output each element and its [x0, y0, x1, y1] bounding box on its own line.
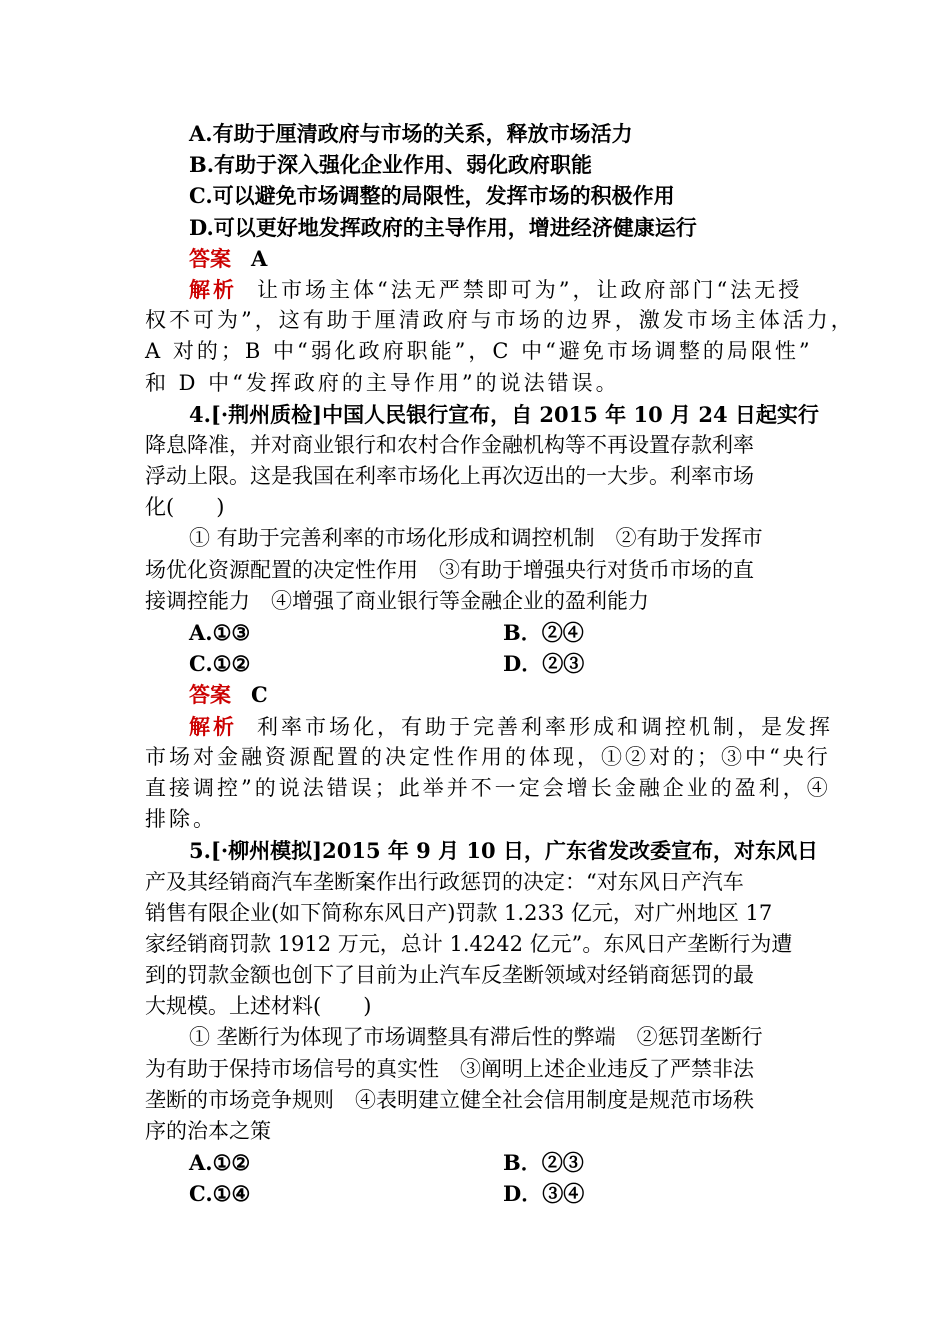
q4-stem-text: 4.[·荆州质检]中国人民银行宣布，自 2015 年 10 月 24 日起实行: [189, 401, 819, 427]
q4-stem-line-3: 浮动上限。这是我国在利率市场化上再次迈出的一大步。利率市场: [145, 464, 754, 489]
q4-analysis-line-1: [145, 711, 833, 742]
q5-choice-b: B．②③: [503, 1150, 584, 1176]
answer-label: 答案: [189, 682, 231, 708]
analysis-text: 让市场主体“法无严禁即可为”，让政府部门“法无授: [257, 277, 803, 302]
q3-analysis-line-2: 权不可为”，这有助于厘清政府与市场的边界，激发市场主体活力，: [145, 308, 855, 333]
q4-items-line-3: 接调控能力 ④增强了商业银行等金融企业的盈利能力: [145, 588, 649, 613]
q5-choices-row-1: [145, 1147, 817, 1178]
q5-stem-line-2: 产及其经销商汽车垄断案作出行政惩罚的决定：“对东风日产汽车: [145, 869, 744, 894]
q4-choice-c: C.①②: [189, 651, 251, 677]
answer-label: 答案: [189, 245, 231, 271]
q5-stem-line-5: 到的罚款金额也创下了目前为止汽车反垄断领域对经销商惩罚的最: [145, 963, 754, 988]
q4-analysis-line-4: 排除。: [145, 807, 217, 832]
q4-stem-line-2: 降息降准，并对商业银行和农村合作金融机构等不再设置存款利率: [145, 432, 754, 457]
q5-items-line-3: 垄断的市场竞争规则 ④表明建立健全社会信用制度是规范市场秩: [145, 1087, 754, 1112]
analysis-label: 解析: [189, 713, 237, 739]
q4-items-line-2: 场优化资源配置的决定性作用 ③有助于增强央行对货币市场的直: [145, 557, 754, 582]
q5-choice-c: C.①④: [189, 1181, 251, 1207]
q5-items-line-4: 序的治本之策: [145, 1119, 271, 1143]
q3-option-a: A.有助于厘清政府与市场的关系，释放市场活力: [189, 121, 633, 146]
q4-choices-row-1: [145, 617, 817, 648]
q4-choice-d: D．②③: [503, 651, 585, 677]
q5-items-line-2: 为有助于保持市场信号的真实性 ③阐明上述企业违反了严禁非法: [145, 1056, 754, 1081]
q4-analysis-line-3: 直接调控”的说法错误；此举并不一定会增长金融企业的盈利，④: [145, 775, 831, 800]
q4-items-line-1: ① 有助于完善利率的市场化形成和调控机制 ②有助于发挥市: [189, 526, 763, 551]
q4-analysis-line-2: 市场对金融资源配置的决定性作用的体现，①②对的；③中“央行: [145, 744, 831, 769]
analysis-text: 利率市场化，有助于完善利率形成和调控机制，是发挥: [257, 714, 833, 739]
q3-answer: [145, 243, 817, 274]
q4-stem-line-4: 化( ): [145, 495, 225, 520]
q5-stem-line-4: 家经销商罚款 1912 万元，总计 1.4242 亿元”。东风日产垄断行为遭: [145, 931, 793, 956]
q3-analysis-line-1: [145, 274, 817, 305]
q5-stem-line-1: [145, 835, 817, 866]
q5-choice-d: D．③④: [503, 1181, 585, 1207]
answer-value: A: [251, 245, 268, 271]
q3-analysis-line-3: A 对的；B 中“弱化政府职能”，C 中“避免市场调整的局限性”: [145, 339, 813, 364]
q5-choice-a: A.①②: [189, 1150, 251, 1176]
q3-option-c: C.可以避免市场调整的局限性，发挥市场的积极作用: [189, 183, 675, 209]
q5-stem-text: 5.[·柳州模拟]2015 年 9 月 10 日，广东省发改委宣布，对东风日: [189, 838, 818, 864]
q3-analysis-line-4: 和 D 中“发挥政府的主导作用”的说法错误。: [145, 370, 620, 395]
q5-items-line-1: ① 垄断行为体现了市场调整具有滞后性的弊端 ②惩罚垄断行: [189, 1025, 763, 1050]
q4-choice-a: A.①③: [189, 620, 251, 645]
analysis-label: 解析: [189, 276, 237, 302]
q3-option-b: B.有助于深入强化企业作用、弱化政府职能: [189, 152, 593, 178]
q5-stem-line-3: 销售有限企业(如下简称东风日产)罚款 1.233 亿元，对广州地区 17: [145, 900, 773, 925]
q4-answer: [145, 679, 817, 710]
q4-choices-row-2: [145, 648, 817, 679]
q4-stem-line-1: [145, 399, 817, 430]
q3-option-d: D.可以更好地发挥政府的主导作用，增进经济健康运行: [189, 214, 697, 240]
q4-choice-b: B．②④: [503, 620, 584, 645]
document-page: [145, 118, 855, 1210]
q5-choices-row-2: [145, 1178, 817, 1209]
answer-value: C: [251, 682, 268, 708]
q5-stem-line-6: 大规模。上述材料( ): [145, 994, 372, 1019]
